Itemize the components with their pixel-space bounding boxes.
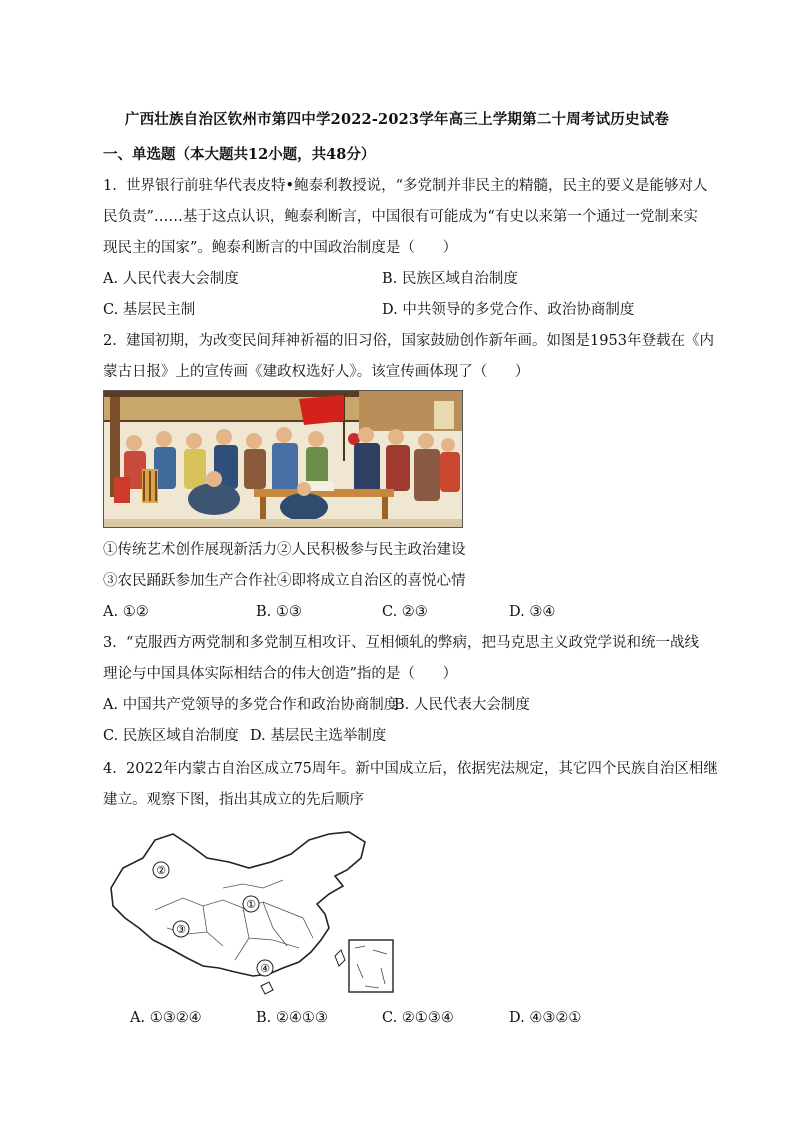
q2-statement-line-2: ③农民踊跃参加生产合作社④即将成立自治区的喜悦心情: [103, 573, 466, 589]
poster-illustration: [104, 391, 462, 527]
china-outline-map: [103, 828, 403, 998]
q2-option-b: B. ①③: [256, 604, 302, 620]
q3-option-d: D. 基层民主选举制度: [250, 728, 387, 744]
q1-stem-line-2: 民负责”……基于这点认识，鲍泰利断言，中国很有可能成为“有史以来第一个通过一党制来实: [103, 209, 698, 225]
q3-stem-line-1: 3. “克服西方两党制和多党制互相攻讦、互相倾轧的弊病，把马克思主义政党学说和统一战线: [103, 635, 699, 651]
map-label-4: ④: [260, 962, 270, 975]
china-map-svg: [103, 828, 403, 998]
page-title: 广西壮族自治区钦州市第四中学2022-2023学年高三上学期第二十周考试历史试卷: [124, 111, 670, 128]
q2-option-d: D. ③④: [509, 604, 556, 620]
q4-stem-line-1: 4. 2022年内蒙古自治区成立75周年。新中国成立后，依据宪法规定，其它四个民族自治区相继: [103, 761, 718, 777]
map-label-2: ②: [156, 864, 166, 877]
propaganda-poster-image: [103, 390, 463, 528]
q3-stem-line-2: 理论与中国具体实际相结合的伟大创造”指的是（ ）: [103, 666, 458, 682]
q2-stem-line-1: 2. 建国初期，为改变民间拜神祈福的旧习俗，国家鼓励创作新年画。如图是1953年登载在《内: [103, 333, 714, 349]
q1-stem-line-1: 1. 世界银行前驻华代表皮特•鲍泰利教授说，“多党制并非民主的精髓，民主的要义是能够对人: [103, 178, 708, 194]
q4-option-c: C. ②①③④: [382, 1010, 454, 1026]
china-outline: [111, 832, 365, 976]
q3-option-c: C. 民族区域自治制度: [103, 728, 239, 744]
q1-option-d: D. 中共领导的多党合作、政治协商制度: [382, 302, 635, 318]
q1-option-b: B. 民族区域自治制度: [382, 271, 518, 287]
q2-statement-line-1: ①传统艺术创作展现新活力②人民积极参与民主政治建设: [103, 542, 466, 558]
q1-stem-line-3: 现民主的国家”。鲍泰利断言的中国政治制度是（ ）: [103, 240, 458, 256]
section-heading: 一、单选题（本大题共12小题，共48分）: [103, 146, 376, 163]
map-label-1: ①: [246, 898, 256, 911]
q2-stem-line-2: 蒙古日报》上的宣传画《建政权选好人》。该宣传画体现了（ ）: [103, 364, 530, 380]
q4-option-a: A. ①③②④: [130, 1010, 202, 1026]
q3-option-a: A. 中国共产党领导的多党合作和政治协商制度: [103, 697, 399, 713]
q3-option-b: B. 人民代表大会制度: [394, 697, 530, 713]
q4-option-d: D. ④③②①: [509, 1010, 582, 1026]
q2-option-a: A. ①②: [103, 604, 149, 620]
q4-option-b: B. ②④①③: [256, 1010, 328, 1026]
q1-option-a: A. 人民代表大会制度: [103, 271, 239, 287]
q1-option-c: C. 基层民主制: [103, 302, 196, 318]
q2-option-c: C. ②③: [382, 604, 428, 620]
map-label-3: ③: [176, 923, 186, 936]
q4-stem-line-2: 建立。观察下图，指出其成立的先后顺序: [103, 792, 364, 808]
